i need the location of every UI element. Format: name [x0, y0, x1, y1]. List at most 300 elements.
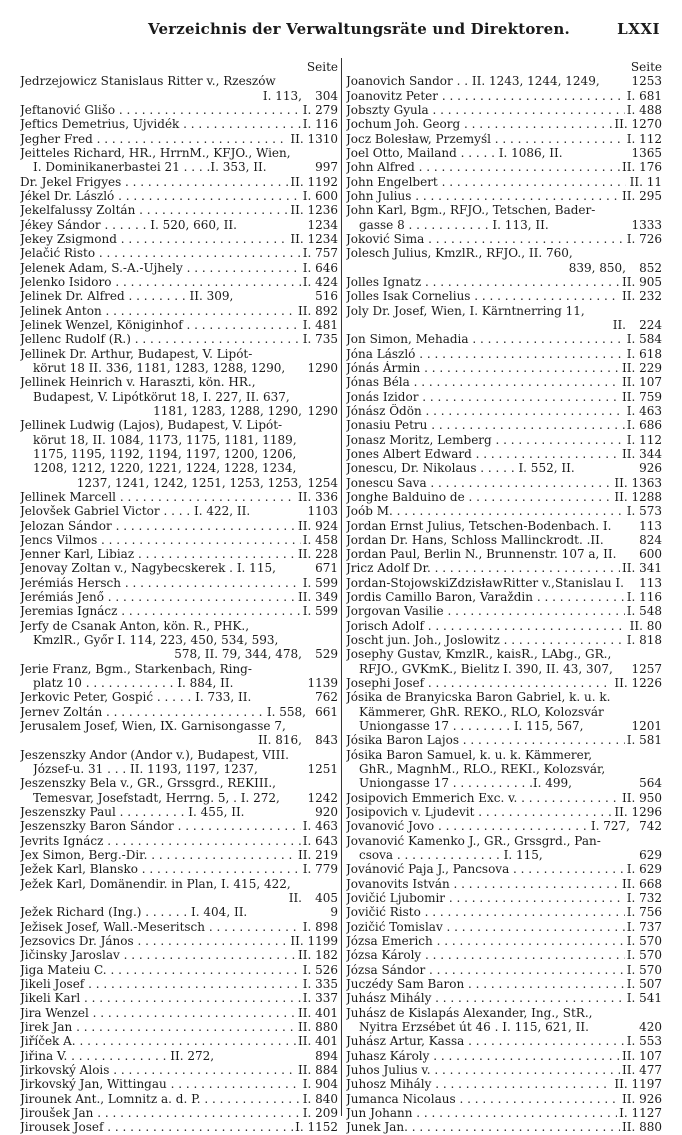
entry-text: Josephi Josef . . .	[346, 676, 612, 690]
page-ref: 926	[639, 461, 662, 476]
entry-text: I. 113,	[262, 88, 302, 103]
page-ref: I. 481	[302, 317, 338, 332]
page-ref: II. 950	[621, 790, 662, 805]
index-entry	[20, 476, 338, 490]
entry-text: Joković Sima . . .	[346, 232, 625, 246]
page-ref: I. 735	[302, 332, 338, 347]
entry-text: Jovanović Jovo . . .	[346, 819, 589, 833]
index-entry	[346, 347, 662, 361]
index-entry	[346, 132, 662, 146]
page-ref: 1290	[307, 360, 338, 375]
page-ref: 1201	[631, 719, 662, 734]
index-entry	[20, 905, 338, 919]
page-ref: I. 600	[302, 188, 338, 203]
entry-text: csova . . . . . . . . . . . . . . I. 115,	[359, 848, 543, 863]
index-entry	[20, 705, 338, 719]
entry-text: II.	[612, 317, 626, 332]
page-title: Verzeichnis der Verwaltungsräte und Direktoren.	[148, 20, 570, 38]
entry-text: Jeftics Demetrius, Ujvidék . . .	[20, 117, 301, 131]
entry-text: Jekelfalussy Zoltán . . .	[20, 203, 288, 217]
page-ref: I. 558,	[266, 704, 306, 719]
index-entry	[346, 461, 662, 475]
entry-text: Jellinek Dr. Arthur, Budapest, V. Lipót-	[20, 346, 253, 361]
entry-text: Jirousek Josef . . .	[20, 1120, 293, 1134]
index-entry	[346, 619, 662, 633]
index-entry	[20, 676, 338, 690]
page-ref: I. 112	[626, 432, 662, 447]
page-ref: I. 581	[626, 733, 662, 748]
entry-text: Jósika Baron Samuel, k. u. k. Kämmerer,	[346, 747, 593, 762]
page-ref: I. 629	[626, 862, 662, 877]
entry-text: körut 18 II. 336, 1181, 1283, 1288, 1290,	[33, 360, 286, 375]
index-entry	[346, 490, 662, 504]
entry-text: Jerémiás Hersch . . .	[20, 576, 301, 590]
index-entry	[20, 776, 338, 790]
index-entry	[20, 991, 338, 1005]
entry-text: Jordis Camillo Baron, Varaždin . . .	[346, 590, 625, 604]
page-ref: 920	[315, 805, 338, 820]
index-entry	[346, 733, 662, 747]
entry-text: John Engelbert . . .	[346, 175, 626, 189]
page-ref: I. 424	[302, 274, 338, 289]
page-ref: I. 573	[626, 504, 662, 519]
entry-text: John Alfred . . .	[346, 160, 620, 174]
page-ref: 629	[639, 848, 662, 863]
page-ref: 1254	[307, 475, 338, 490]
index-entry	[346, 89, 662, 103]
index-entry	[346, 762, 662, 776]
page-ref: I. 541	[626, 991, 662, 1006]
page-ref: II. 401	[297, 1034, 338, 1049]
page-ref: I. 553	[626, 1034, 662, 1049]
index-entry	[20, 289, 338, 303]
entry-text: Jellenc Rudolf (R.) . . .	[20, 332, 301, 346]
page-ref: I. 757	[302, 246, 338, 261]
entry-text: Ježek Karl, Blansko . . .	[20, 862, 301, 876]
entry-text: Jelinek Anton . . .	[20, 304, 296, 318]
index-entry	[346, 103, 662, 117]
entry-text: Jelovšek Gabriel Victor . . . . I. 422, II.	[20, 504, 251, 519]
index-entry	[346, 1006, 662, 1020]
page-ref: 843	[315, 733, 338, 748]
index-entry	[346, 1063, 662, 1077]
index-entry	[346, 189, 662, 203]
page-ref: I. 726	[626, 231, 662, 246]
page-ref: II. 1310	[290, 131, 338, 146]
entry-text: Jolles Ignatz . . .	[346, 275, 620, 289]
index-entry	[20, 1049, 338, 1063]
entry-text: Jiřina V. . . . . . . . . . . . . . II. 272,	[20, 1048, 215, 1063]
page-ref: I. 727,	[590, 819, 630, 834]
page-ref: I. 526	[302, 962, 338, 977]
entry-text: Jex Simon, Berg.-Dir. . . .	[20, 848, 296, 862]
page-ref: I. 279	[302, 102, 338, 117]
entry-text: II. 816,	[258, 733, 302, 748]
page-ref: I. 840	[302, 1091, 338, 1106]
index-entry	[20, 74, 338, 88]
entry-text: Jovanović Kamenko J., GR., Grssgrd., Pan-	[346, 833, 601, 848]
index-entry	[20, 261, 338, 275]
index-entry	[20, 246, 338, 260]
index-entry	[346, 218, 662, 232]
entry-text: Joly Dr. Josef, Wien, I. Kärntnerring 11,	[346, 303, 585, 318]
index-entry	[20, 719, 338, 733]
index-entry	[346, 977, 662, 991]
page-ref: II. 232	[621, 289, 662, 304]
index-entry	[346, 160, 662, 174]
entry-text: Jencs Vilmos . . .	[20, 533, 301, 547]
index-entry	[20, 805, 338, 819]
entry-text: 1208, 1212, 1220, 1221, 1224, 1228, 1234,	[33, 461, 297, 476]
page-ref: I. 548	[626, 604, 662, 619]
entry-text: Joanovitz Peter . . .	[346, 89, 625, 103]
page-ref: 304	[315, 88, 338, 103]
entry-text: 578, II. 79, 344, 478,	[174, 647, 302, 662]
entry-text: Jonasiu Petru . . .	[346, 418, 625, 432]
page-ref: II. 1226	[614, 676, 662, 691]
entry-text: RFJO., GVKmK., Bielitz I. 390, II. 43, 307,	[359, 661, 613, 676]
entry-text: Jerie Franz, Bgm., Starkenbach, Ring-	[20, 661, 252, 676]
entry-text: Jikeli Karl . . .	[20, 991, 301, 1005]
entry-text: platz 10 . . . . . . . . . . . . I. 884, II.	[33, 676, 234, 691]
entry-text: Jékey Sándor . . . . . . I. 520, 660, II.	[20, 217, 237, 232]
entry-text: 1237, 1241, 1242, 1251, 1253, 1253,	[76, 475, 302, 490]
index-entry	[20, 748, 338, 762]
page-ref: I. 756	[626, 905, 662, 920]
page-ref: II. 1234	[290, 231, 338, 246]
index-entry	[346, 791, 662, 805]
page-ref: I. 507	[626, 977, 662, 991]
index-entry	[346, 948, 662, 962]
index-entry	[346, 447, 662, 461]
index-entry	[20, 146, 338, 160]
entry-text: Jósika Baron Lajos . . .	[346, 733, 625, 747]
page-ref: 1234	[307, 217, 338, 232]
page-ref: II. 1199	[290, 934, 338, 949]
index-entry	[20, 117, 338, 131]
page-ref: 1242	[307, 790, 338, 805]
page-ref: II. 477	[621, 1062, 662, 1077]
index-entry	[346, 1049, 662, 1063]
page-ref: 997	[315, 160, 338, 175]
entry-text: Jiga Mateiu C. . . .	[20, 963, 301, 977]
index-entry	[346, 719, 662, 733]
entry-text: Jelozan Sándor . . .	[20, 519, 296, 533]
entry-text: Jonescu Sava . . .	[346, 476, 612, 490]
index-entry	[20, 533, 338, 547]
page-ref: 762	[315, 690, 338, 705]
index-entry	[346, 74, 662, 88]
page-ref: 894	[315, 1048, 338, 1063]
entry-text: 1175, 1195, 1192, 1194, 1197, 1200, 1206,	[33, 446, 297, 461]
index-entry	[346, 590, 662, 604]
entry-text: Jeszenszky Bela v., GR., Grssgrd., REKIII.,	[20, 776, 276, 791]
entry-text: Jovanovits István . . .	[346, 877, 620, 891]
index-entry	[346, 232, 662, 246]
entry-text: Jirounek Ant., Lomnitz a. d. P. . . .	[20, 1092, 301, 1106]
entry-text: Juhász Artur, Kassa . . .	[346, 1034, 625, 1048]
index-entry	[20, 576, 338, 590]
index-entry	[346, 390, 662, 404]
page-ref: 224	[639, 317, 662, 332]
entry-text: Juczédy Sam Baron . . .	[346, 977, 625, 991]
index-entry	[20, 89, 338, 103]
index-entry	[346, 604, 662, 618]
page-ref: 824	[639, 532, 662, 547]
entry-text: Jerémiás Jenő . . .	[20, 590, 296, 604]
index-entry	[346, 748, 662, 762]
index-entry	[20, 318, 338, 332]
page-ref: II. 1296	[614, 805, 662, 820]
entry-text: Jeitteles Richard, HR., HrrnM., KFJO., Wien,	[20, 145, 291, 160]
entry-text: Budapest, V. Lipótkörut 18, I. 227, II. 637,	[33, 389, 290, 404]
index-entry	[346, 1034, 662, 1048]
entry-text: Jeszenszky Baron Sándor . . .	[20, 819, 301, 833]
index-entry	[20, 418, 338, 432]
entry-text: Jovičić Ljubomir . . .	[346, 891, 625, 905]
entry-text: Jirkovský Alois . . .	[20, 1063, 296, 1077]
page-ref: II. 1236	[290, 203, 338, 218]
index-entry	[20, 1063, 338, 1077]
page-ref: II. 295	[621, 188, 662, 203]
page-ref: I. 732	[626, 891, 662, 906]
page-ref: II. 1197	[614, 1077, 662, 1092]
page-ref: II. 349	[297, 590, 338, 605]
index-entry	[346, 175, 662, 189]
index-entry	[346, 519, 662, 533]
entry-text: Jellinek Heinrich v. Haraszti, kön. HR.,	[20, 375, 256, 390]
page-ref: II. 11	[629, 174, 662, 189]
index-entry	[20, 848, 338, 862]
index-entry	[20, 690, 338, 704]
index-entry	[346, 375, 662, 389]
page-ref: II. 1270	[614, 117, 662, 132]
index-entry	[20, 404, 338, 418]
entry-text: Jelenko Isidoro . . .	[20, 275, 301, 289]
page-ref: II. 336	[297, 489, 338, 504]
entry-text: Jolesch Julius, KmzlR., RFJO., II. 760,	[346, 246, 573, 261]
page-ref: I. 337	[302, 991, 338, 1006]
index-entry	[20, 519, 338, 533]
index-entry	[20, 948, 338, 962]
page-ref: 1251	[307, 762, 338, 777]
entry-text: I. Dominikanerbastei 21 . . . .I. 353, II.	[33, 160, 267, 175]
index-entry	[20, 447, 338, 461]
index-entry	[346, 1092, 662, 1106]
entry-text: Ježisek Josef, Wall.-Meseritsch . . .	[20, 920, 301, 934]
entry-text: Kämmerer, GhR. REKO., RLO, Kolozsvár	[359, 704, 604, 719]
entry-text: Jonghe Balduino de . . .	[346, 490, 612, 504]
entry-text: Jóna László . . .	[346, 347, 625, 361]
index-entry	[346, 1120, 662, 1134]
entry-text: GhR., MagnhM., RLO., REKI., Kolozsvár,	[359, 762, 606, 777]
index-entry	[346, 304, 662, 318]
page-ref: 1103	[307, 504, 338, 519]
page-ref: 9	[330, 905, 338, 920]
entry-text: Jozičić Tomislav . . .	[346, 920, 625, 934]
page-ref: I. 737	[626, 919, 662, 934]
page-ref: I. 570	[626, 934, 662, 949]
index-entry	[346, 246, 662, 260]
index-entry	[20, 590, 338, 604]
index-entry	[346, 662, 662, 676]
index-entry	[20, 920, 338, 934]
entry-text: Jelačić Risto . . .	[20, 246, 301, 260]
entry-text: Jeftanović Glišo . . .	[20, 103, 301, 117]
index-entry	[20, 1077, 338, 1091]
entry-text: Josipovich v. Ljudevit . . .	[346, 805, 612, 819]
index-entry	[346, 690, 662, 704]
index-entry	[346, 404, 662, 418]
page-ref: 1257	[631, 661, 662, 676]
page-ref: I. 1152	[295, 1120, 338, 1135]
page-ref: II. 182	[297, 948, 338, 963]
entry-text: Joel Otto, Mailand . . . . . I. 1086, II.	[346, 145, 563, 160]
page-ref: 113	[639, 575, 662, 590]
entry-text: Jelinek Wenzel, Königinhof . . .	[20, 318, 301, 332]
entry-text: 1181, 1283, 1288, 1290,	[153, 403, 302, 418]
index-entry	[346, 1106, 662, 1120]
index-entry	[20, 189, 338, 203]
page-ref: I. 686	[626, 418, 662, 433]
index-entry	[346, 561, 662, 575]
index-entry	[20, 504, 338, 518]
entry-text: Dr. Jekel Frigyes . . .	[20, 175, 288, 189]
index-entry	[20, 977, 338, 991]
entry-text: Juhász Mihály . . .	[346, 991, 625, 1005]
page-ref: I. 463	[302, 819, 338, 834]
index-entry	[346, 117, 662, 131]
entry-text: II.	[288, 891, 302, 906]
entry-text: Juhosz Mihály . . .	[346, 1077, 612, 1091]
entry-text: Jiroušek Jan . . .	[20, 1106, 301, 1120]
entry-text: Jonescu, Dr. Nikolaus . . . . . I. 552, II.	[346, 461, 575, 476]
entry-text: Josephy Gustav, KmzlR., kaisR., LAbg., GR.,	[346, 647, 612, 662]
page-ref: II. 880	[621, 1120, 662, 1135]
entry-text: Jelinek Dr. Alfred . . . . . . . . II. 309,	[20, 289, 234, 304]
index-entry	[346, 647, 662, 661]
index-entry	[346, 332, 662, 346]
entry-text: Joanovich Sandor . . II. 1243, 1244, 1249,	[346, 74, 600, 89]
index-entry	[20, 934, 338, 948]
index-entry	[346, 146, 662, 160]
page-ref: I. 599	[302, 604, 338, 619]
index-entry	[346, 934, 662, 948]
page-ref: I. 779	[302, 862, 338, 877]
entry-text: Jorisch Adolf . . .	[346, 619, 626, 633]
page-ref: I. 818	[626, 633, 662, 648]
index-entry	[346, 261, 662, 275]
entry-text: Jekey Zsigmond . . .	[20, 232, 288, 246]
index-entry	[20, 733, 338, 747]
seite-label-left: Seite	[306, 60, 338, 74]
page-ref: 1253	[631, 74, 662, 89]
index-entry	[346, 920, 662, 934]
index-entry	[20, 547, 338, 561]
entry-text: Jira Wenzel . . .	[20, 1006, 296, 1020]
page-ref-extra: 661	[315, 704, 338, 719]
page-ref: I. 116	[626, 590, 662, 605]
page-ref: II. 905	[621, 274, 662, 289]
entry-text: Jékel Dr. László . . .	[20, 189, 301, 203]
entry-text: Jolles Isak Cornelius . . .	[346, 289, 620, 303]
entry-text: Jorgovan Vasilie . . .	[346, 604, 625, 618]
page-ref: II. 176	[621, 160, 662, 175]
entry-text: Uniongasse 17 . . . . . . . . I. 115, 567,	[359, 719, 584, 734]
index-entry	[346, 848, 662, 862]
entry-text: Jeremias Ignácz . . .	[20, 604, 301, 618]
page-ref: 1333	[631, 217, 662, 232]
index-entry	[346, 533, 662, 547]
entry-text: Jónász Ödön . . .	[346, 404, 625, 418]
index-entry	[346, 776, 662, 790]
index-entry	[346, 633, 662, 647]
entry-text: Jonasz Moritz, Lemberg . . .	[346, 433, 625, 447]
entry-text: Jegher Fred . . .	[20, 132, 288, 146]
entry-text: Jellinek Ludwig (Lajos), Budapest, V. Lipót-	[20, 418, 283, 433]
index-entry	[20, 561, 338, 575]
index-entry	[346, 862, 662, 876]
page-ref: II. 884	[297, 1062, 338, 1077]
index-entry	[20, 834, 338, 848]
entry-text: Jirek Jan . . .	[20, 1020, 296, 1034]
page-ref: II. 229	[621, 360, 662, 375]
entry-text: Junek Jan. . . .	[346, 1120, 620, 1134]
entry-text: Juhász de Kislapás Alexander, Ing., StR.,	[346, 1005, 593, 1020]
column-divider	[341, 58, 342, 1116]
entry-text: Józsa Károly . . .	[346, 948, 625, 962]
entry-text: gasse 8 . . . . . . . . . . . I. 113, II.	[359, 217, 549, 232]
entry-text: Jochum Joh. Georg . . .	[346, 117, 612, 131]
page-ref: 420	[639, 1019, 662, 1034]
entry-text: Jovičić Risto . . .	[346, 905, 625, 919]
entry-text: Jikeli Josef . . .	[20, 977, 301, 991]
entry-text: Jumanca Nicolaus . . .	[346, 1092, 620, 1106]
entry-text: Jónas Béla . . .	[346, 375, 620, 389]
entry-text: Józsa Sándor . . .	[346, 963, 625, 977]
entry-text: Jordan-StojowskiZdzisławRitter v.,Stanislau I.	[346, 575, 624, 590]
entry-text: Juhasz Károly . . .	[346, 1049, 620, 1063]
entry-text: Jonás Izidor . . .	[346, 390, 620, 404]
index-entry	[20, 1006, 338, 1020]
entry-text: Jičinsky Jaroslav . . .	[20, 948, 296, 962]
index-entry	[20, 232, 338, 246]
index-entry	[346, 1077, 662, 1091]
page-ref: 516	[315, 289, 338, 304]
page-ref: II. 1288	[614, 489, 662, 504]
right-column	[346, 60, 662, 1135]
page-ref: II. 892	[297, 303, 338, 318]
entry-text: Jezsovics Dr. János . . .	[20, 934, 288, 948]
index-entry	[20, 891, 338, 905]
entry-text: Jenner Karl, Libiaz . . .	[20, 547, 296, 561]
index-entry	[20, 332, 338, 346]
index-entry	[346, 877, 662, 891]
index-entry	[346, 705, 662, 719]
page-ref: 1365	[631, 145, 662, 160]
page-ref: I. 898	[302, 919, 338, 934]
entry-text: 839, 850,	[568, 260, 626, 275]
index-entry	[20, 1106, 338, 1120]
index-entry	[20, 819, 338, 833]
entry-text: Jocz Bolesław, Przemyśl . . .	[346, 132, 625, 146]
index-entry	[20, 304, 338, 318]
index-entry	[346, 547, 662, 561]
entry-text: körut 18, II. 1084, 1173, 1175, 1181, 1189,	[33, 432, 297, 447]
index-entry	[20, 461, 338, 475]
page-ref: I. 584	[626, 332, 662, 347]
index-entry	[20, 490, 338, 504]
